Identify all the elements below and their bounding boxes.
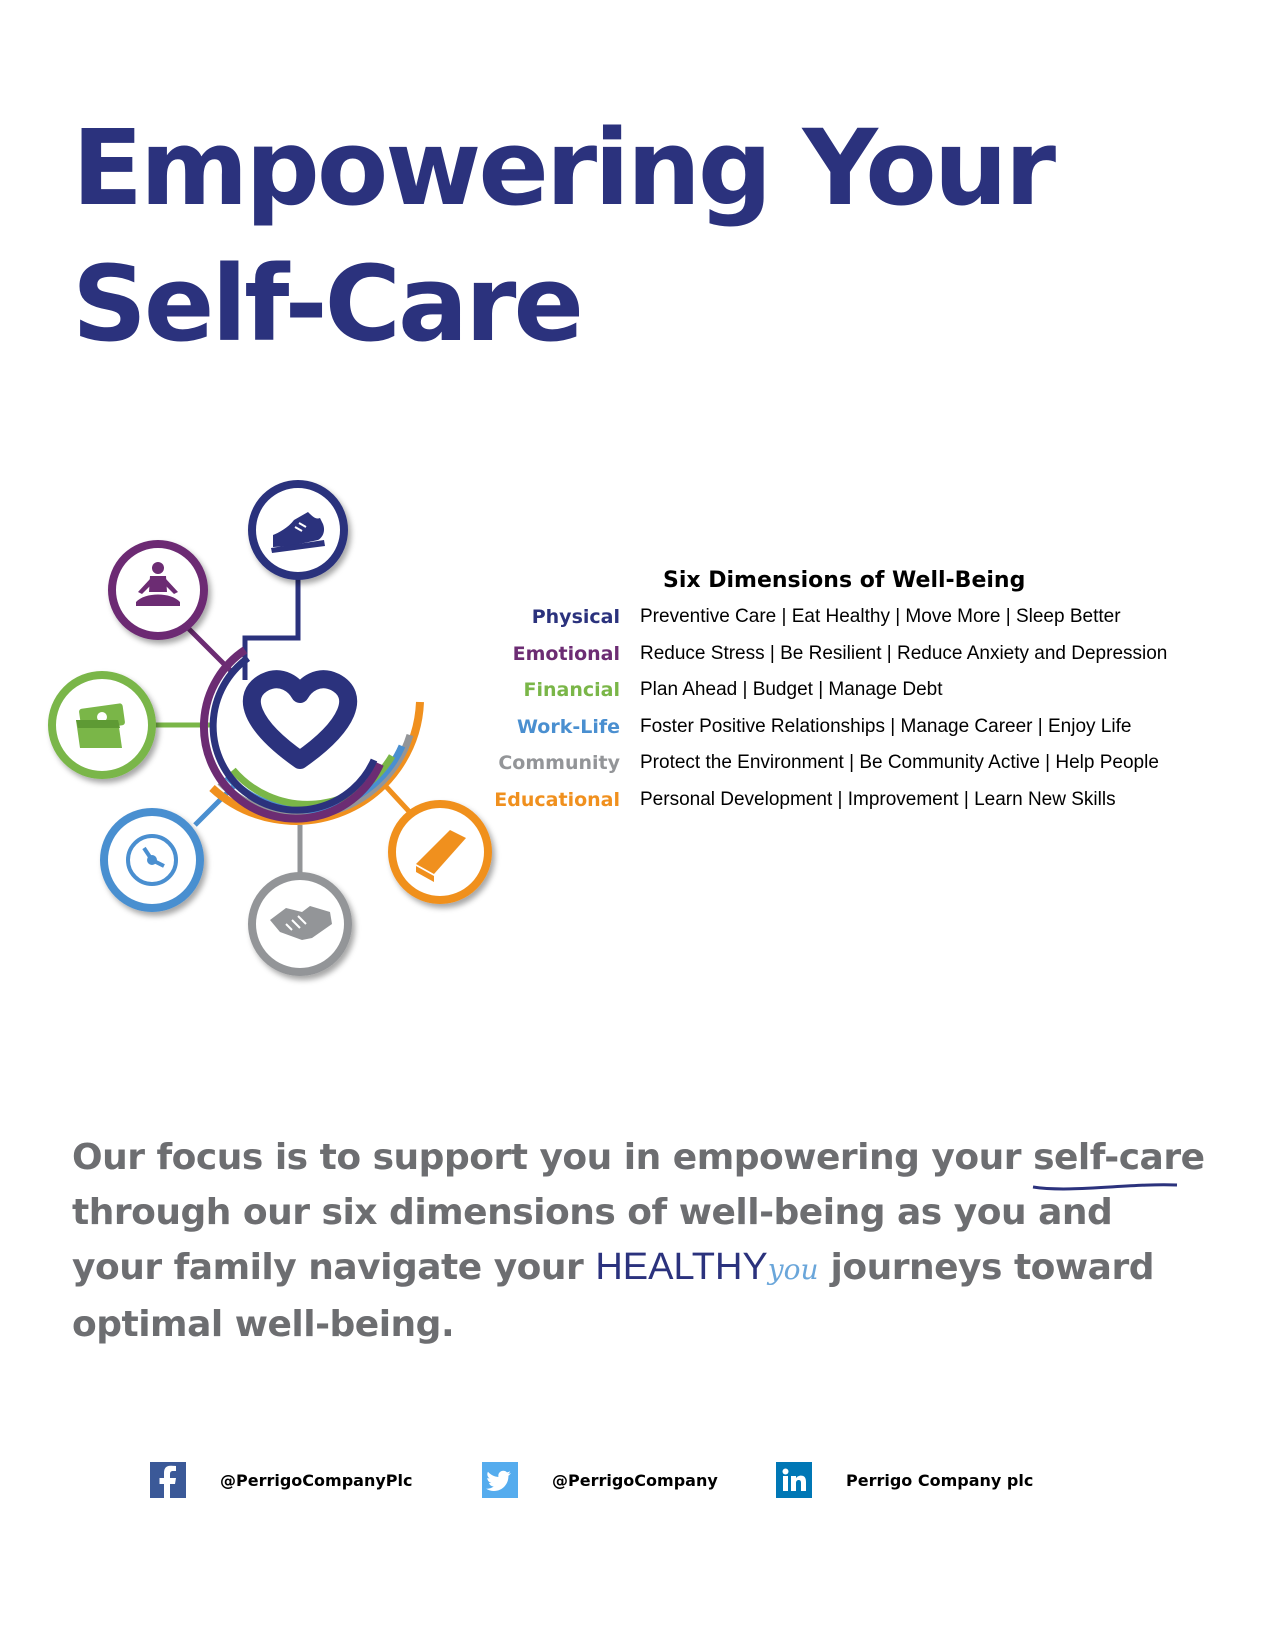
dimension-items-worklife: Foster Positive Relationships | Manage Career | Enjoy Life [640, 716, 1132, 737]
dimension-label-physical: Physical [531, 606, 620, 628]
linkedin-icon[interactable] [776, 1462, 812, 1498]
wellness-diagram [40, 480, 520, 1000]
dimension-row-worklife [480, 716, 1240, 746]
dimension-items-educational: Personal Development | Improvement | Learn New Skills [640, 789, 1116, 810]
page-title [72, 100, 1053, 372]
linkedin-handle[interactable]: Perrigo Company plc [846, 1470, 1034, 1490]
dimension-row-emotional [480, 643, 1240, 673]
dimension-items-community: Protect the Environment | Be Community Active | Help People [640, 752, 1159, 773]
dimension-label-community: Community [498, 752, 620, 774]
money-icon [76, 703, 125, 748]
dimension-row-educational [480, 789, 1240, 819]
title-line-2: Self-Care [72, 243, 581, 365]
healthy-you-healthy: HEALTHY [595, 1246, 768, 1288]
heart-icon [252, 679, 348, 760]
dimension-row-community [480, 752, 1240, 782]
selfcare-underline [1031, 1179, 1181, 1193]
social-facebook[interactable] [150, 1460, 412, 1500]
social-twitter[interactable] [482, 1460, 718, 1500]
focus-part-1: Our focus is to support you in empowering your [72, 1137, 1034, 1178]
dimension-row-physical [480, 606, 1240, 636]
dimension-items-emotional: Reduce Stress | Be Resilient | Reduce Anxiety and Depression [640, 643, 1168, 664]
social-linkedin[interactable] [776, 1460, 1033, 1500]
title-line-1: Empowering Your [72, 107, 1054, 229]
twitter-icon[interactable] [482, 1462, 518, 1498]
dimension-items-financial: Plan Ahead | Budget | Manage Debt [640, 679, 943, 700]
dimension-label-financial: Financial [523, 679, 620, 701]
selfcare-text: self-care [1033, 1137, 1205, 1178]
dimension-label-educational: Educational [494, 789, 620, 811]
focus-part-2: through our six dimensions of well-being as you and your family navigate your [72, 1192, 1113, 1288]
dimension-row-financial [480, 679, 1240, 709]
facebook-icon[interactable] [150, 1462, 186, 1498]
selfcare-emphasis [1033, 1130, 1204, 1185]
dimension-label-emotional: Emotional [512, 643, 620, 665]
dimensions-heading: Six Dimensions of Well-Being [663, 568, 1026, 593]
dimension-label-worklife: Work-Life [517, 716, 620, 738]
healthy-you-you: you [767, 1253, 819, 1286]
dimension-items-physical: Preventive Care | Eat Healthy | Move More | Sleep Better [640, 606, 1121, 627]
facebook-handle[interactable]: @PerrigoCompanyPlc [220, 1470, 413, 1490]
twitter-handle[interactable]: @PerrigoCompany [552, 1470, 718, 1490]
focus-statement [72, 1130, 1212, 1352]
focus-part-3: journeys toward optimal well-being. [72, 1247, 1154, 1345]
